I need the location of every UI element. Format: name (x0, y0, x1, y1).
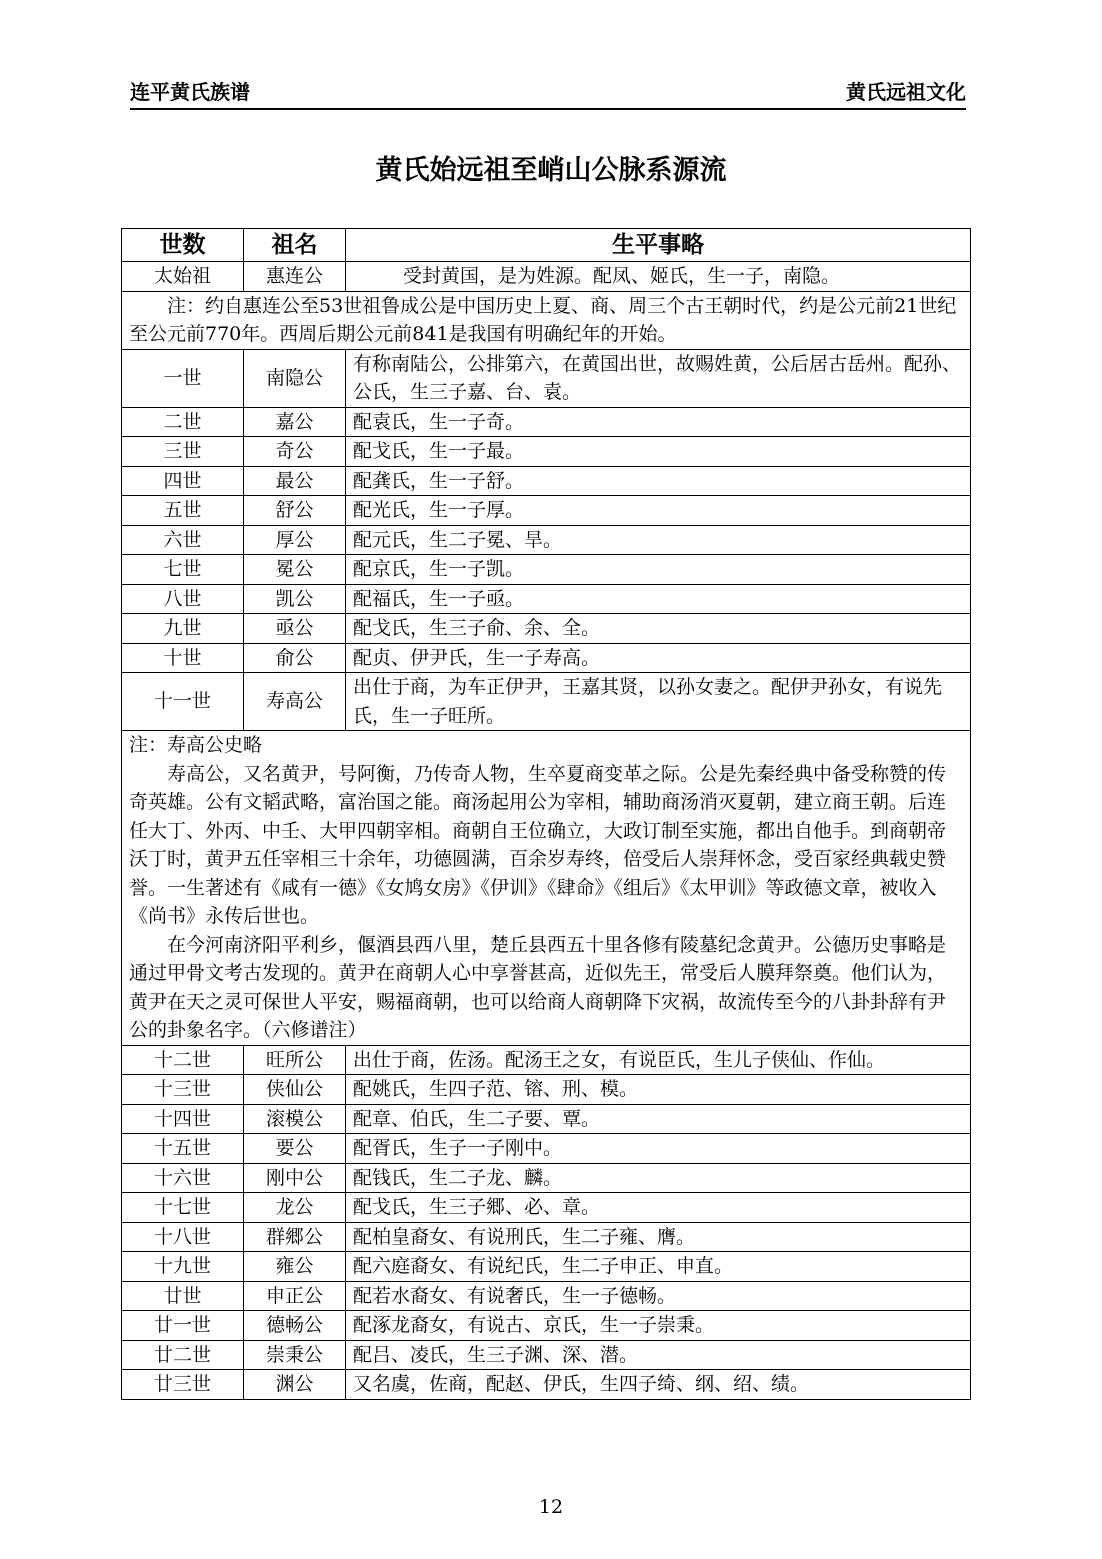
generation-cell: 四世 (122, 466, 244, 496)
ancestor-name-cell: 侠仙公 (244, 1075, 346, 1105)
ancestor-name-cell: 寿高公 (244, 673, 346, 731)
biography-cell: 配若水裔女、有说奢氏，生一子德畅。 (346, 1281, 971, 1311)
generation-cell: 一世 (122, 349, 244, 407)
biography-cell: 配袁氏，生一子奇。 (346, 407, 971, 437)
table-row (122, 1311, 971, 1341)
generation-cell: 三世 (122, 437, 244, 467)
table-row (122, 1370, 971, 1400)
generation-cell: 十世 (122, 643, 244, 673)
generation-cell: 八世 (122, 584, 244, 614)
ancestor-name-cell: 刚中公 (244, 1163, 346, 1193)
biography-cell: 配涿龙裔女，有说古、京氏，生一子崇秉。 (346, 1311, 971, 1341)
ancestor-name-cell: 亟公 (244, 614, 346, 644)
table-row (122, 584, 971, 614)
page-number: 12 (538, 1496, 564, 1518)
biography-cell: 配戈氏，生三子郷、必、章。 (346, 1193, 971, 1223)
ancestor-name-cell: 南隐公 (244, 349, 346, 407)
table-row (122, 466, 971, 496)
ancestor-name-cell: 申正公 (244, 1281, 346, 1311)
table-row (122, 614, 971, 644)
page-title: 黄氏始远祖至峭山公脉系源流 (375, 155, 727, 186)
table-row (122, 496, 971, 526)
table-row (122, 1340, 971, 1370)
table-row (122, 1222, 971, 1252)
generation-cell: 十七世 (122, 1193, 244, 1223)
generation-cell: 太始祖 (122, 262, 244, 292)
table-row (122, 673, 971, 731)
biography-cell: 配钱氏，生二子龙、麟。 (346, 1163, 971, 1193)
genealogy-table (121, 228, 971, 1400)
generation-cell: 十八世 (122, 1222, 244, 1252)
column-header-name: 祖名 (244, 229, 346, 262)
table-row (122, 1252, 971, 1282)
ancestor-name-cell: 厚公 (244, 525, 346, 555)
generation-cell: 九世 (122, 614, 244, 644)
table-row (122, 525, 971, 555)
header-right: 黄氏远祖文化 (846, 80, 966, 104)
biography-cell: 配吕、凌氏，生三子渊、深、潜。 (346, 1340, 971, 1370)
generation-cell: 十九世 (122, 1252, 244, 1282)
ancestor-name-cell: 凯公 (244, 584, 346, 614)
table-row (122, 1163, 971, 1193)
ancestor-name-cell: 嘉公 (244, 407, 346, 437)
ancestor-name-cell: 要公 (244, 1134, 346, 1164)
table-row (122, 349, 971, 407)
generation-cell: 十二世 (122, 1045, 244, 1075)
ancestor-name-cell: 惠连公 (244, 262, 346, 292)
table-row (122, 262, 971, 292)
generation-cell: 廿三世 (122, 1370, 244, 1400)
biography-cell: 配光氏，生一子厚。 (346, 496, 971, 526)
note-paragraph: 寿高公，又名黄尹，号阿衡，乃传奇人物，生卒夏商变革之际。公是先秦经典中备受称赞的传奇英雄。公有文韬武略，富治国之能。商汤起用公为宰相，辅助商汤消灭夏朝，建立商王朝。后连任大丁、外丙、中壬、大甲四朝宰相。商朝自王位确立，大政订制至实施，都出自他手。到商朝帝沃丁时，黄尹五任宰相三十余年，功德圆满，百余岁寿终，倍受后人崇拜怀念，受百家经典载史赞誉。一生著述有《咸有一德》《女鸠女房》《伊训》《肆命》《组后》《太甲训》等政德文章，被收入《尚书》永传后世也。 (129, 762, 947, 927)
note-row (122, 731, 971, 1046)
note-row (122, 291, 971, 349)
note-paragraph: 在今河南济阳平利乡，偃酒县西八里，楚丘县西五十里各修有陵墓纪念黄尹。公德历史事略是通过甲骨文考古发现的。黄尹在商朝人心中享誉甚高，近似先王，常受后人膜拜祭奠。他们认为，黄尹在天之灵可保世人平安，赐福商朝，也可以给商人商朝降下灾祸，故流传至今的八卦卦辞有尹公的卦象名字。（六修谱注） (129, 933, 947, 1041)
ancestor-name-cell: 旺所公 (244, 1045, 346, 1075)
generation-cell: 廿世 (122, 1281, 244, 1311)
page-header (130, 80, 966, 110)
biography-cell: 配戈氏，生三子俞、余、全。 (346, 614, 971, 644)
note-heading: 注：寿高公史略 (129, 734, 263, 756)
biography-cell: 配龚氏，生一子舒。 (346, 466, 971, 496)
ancestor-name-cell: 龙公 (244, 1193, 346, 1223)
biography-cell: 配京氏，生一子凯。 (346, 555, 971, 585)
table-row (122, 1134, 971, 1164)
table-row (122, 437, 971, 467)
biography-cell: 出仕于商，佐汤。配汤王之女，有说臣氏，生儿子侠仙、作仙。 (346, 1045, 971, 1075)
biography-cell: 配贞、伊尹氏，生一子寿高。 (346, 643, 971, 673)
table-header-row (122, 229, 971, 262)
column-header-generation: 世数 (122, 229, 244, 262)
generation-cell: 廿一世 (122, 1311, 244, 1341)
generation-cell: 十四世 (122, 1104, 244, 1134)
note-cell (122, 731, 971, 1046)
biography-cell: 又名虞，佐商，配赵、伊氏，生四子绮、纲、绍、绩。 (346, 1370, 971, 1400)
ancestor-name-cell: 舒公 (244, 496, 346, 526)
ancestor-name-cell: 俞公 (244, 643, 346, 673)
generation-cell: 十三世 (122, 1075, 244, 1105)
generation-cell: 十五世 (122, 1134, 244, 1164)
table-row (122, 1075, 971, 1105)
generation-cell: 二世 (122, 407, 244, 437)
table-row (122, 643, 971, 673)
table-row (122, 1045, 971, 1075)
biography-cell: 配姚氏，生四子范、镕、刑、模。 (346, 1075, 971, 1105)
note-cell: 注：约自惠连公至53世祖鲁成公是中国历史上夏、商、周三个古王朝时代，约是公元前21世纪至公元前770年。西周后期公元前841是我国有明确纪年的开始。 (122, 291, 971, 349)
generation-cell: 廿二世 (122, 1340, 244, 1370)
biography-cell: 配胥氏，生子一子刚中。 (346, 1134, 971, 1164)
generation-cell: 六世 (122, 525, 244, 555)
biography-cell: 配柏皇裔女、有说刑氏，生二子雍、膺。 (346, 1222, 971, 1252)
ancestor-name-cell: 渊公 (244, 1370, 346, 1400)
table-row (122, 1193, 971, 1223)
generation-cell: 七世 (122, 555, 244, 585)
header-left: 连平黄氏族谱 (130, 80, 250, 104)
ancestor-name-cell: 滚模公 (244, 1104, 346, 1134)
ancestor-name-cell: 群郷公 (244, 1222, 346, 1252)
generation-cell: 十六世 (122, 1163, 244, 1193)
biography-cell: 配福氏，生一子亟。 (346, 584, 971, 614)
biography-cell: 出仕于商，为车正伊尹，王嘉其贤，以孙女妻之。配伊尹孙女，有说先氏，生一子旺所。 (346, 673, 971, 731)
biography-cell: 有称南陆公，公排第六，在黄国出世，故赐姓黄，公后居古岳州。配孙、公氏，生三子嘉、台、袁。 (346, 349, 971, 407)
biography-cell: 配六庭裔女、有说纪氏，生二子申正、申直。 (346, 1252, 971, 1282)
ancestor-name-cell: 冕公 (244, 555, 346, 585)
generation-cell: 五世 (122, 496, 244, 526)
generation-cell: 十一世 (122, 673, 244, 731)
table-row (122, 1104, 971, 1134)
column-header-biography: 生平事略 (346, 229, 971, 262)
biography-cell: 配章、伯氏，生二子要、覃。 (346, 1104, 971, 1134)
biography-cell: 配元氏，生二子冕、旱。 (346, 525, 971, 555)
ancestor-name-cell: 雍公 (244, 1252, 346, 1282)
biography-cell: 受封黄国，是为姓源。配凤、姬氏，生一子，南隐。 (346, 262, 971, 292)
ancestor-name-cell: 奇公 (244, 437, 346, 467)
table-row (122, 555, 971, 585)
table-row (122, 1281, 971, 1311)
ancestor-name-cell: 崇秉公 (244, 1340, 346, 1370)
table-row (122, 407, 971, 437)
ancestor-name-cell: 最公 (244, 466, 346, 496)
biography-cell: 配戈氏，生一子最。 (346, 437, 971, 467)
ancestor-name-cell: 德畅公 (244, 1311, 346, 1341)
